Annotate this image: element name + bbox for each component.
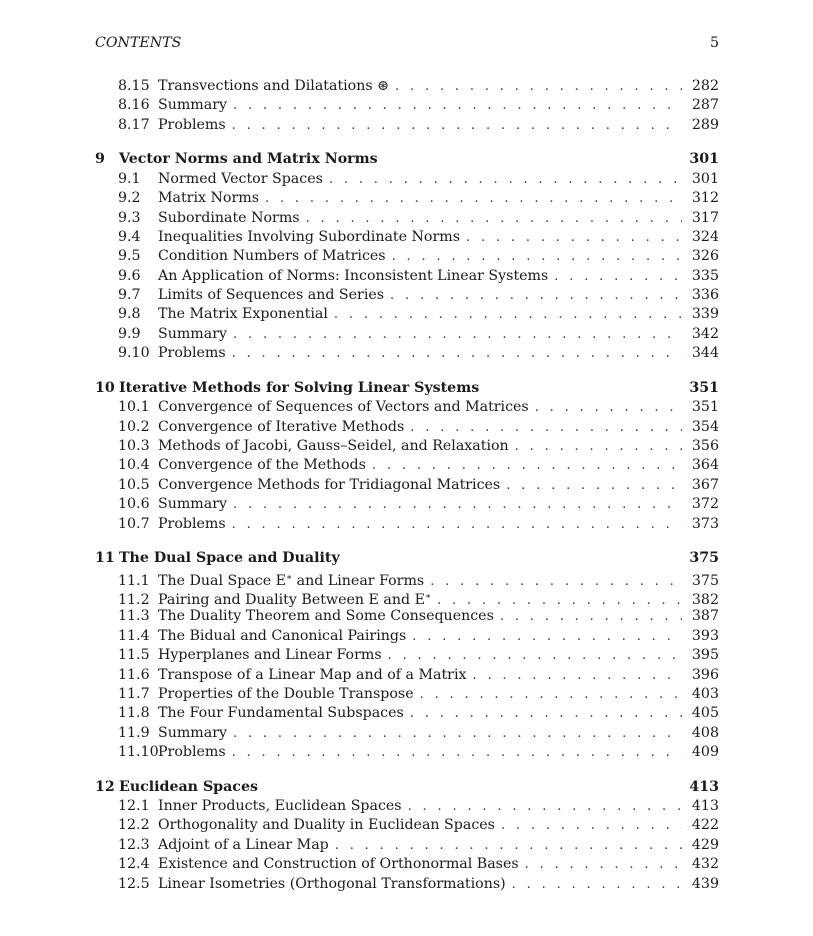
toc-section-entry[interactable]	[95, 418, 719, 437]
dot-leader	[501, 816, 682, 835]
running-header	[95, 35, 719, 55]
dot-leader	[554, 267, 682, 286]
section-number: 9.10	[118, 345, 150, 362]
section-page-number: 373	[691, 515, 719, 532]
toc-section-entry[interactable]	[95, 627, 719, 646]
chapter-page-number: 351	[689, 379, 719, 396]
toc-section-entry[interactable]	[95, 476, 719, 495]
toc-section-entry[interactable]	[95, 286, 719, 305]
section-page-number: 429	[691, 836, 719, 853]
section-title: Normed Vector Spaces	[158, 170, 323, 187]
toc-section-entry[interactable]	[95, 398, 719, 417]
dot-leader	[525, 855, 682, 874]
chapter-title: Iterative Methods for Solving Linear Systems	[119, 379, 480, 396]
section-title: Convergence of Iterative Methods	[158, 418, 405, 435]
dot-leader	[392, 247, 682, 266]
section-number: 10.4	[118, 457, 150, 474]
section-title: Inner Products, Euclidean Spaces	[158, 798, 402, 815]
chapter-title: Vector Norms and Matrix Norms	[119, 151, 378, 168]
section-page-number: 312	[691, 190, 719, 207]
section-page-number: 413	[691, 798, 719, 815]
section-title: Pairing and Duality Between E and E∗	[158, 591, 432, 608]
toc-chapter-entry[interactable]	[95, 778, 719, 797]
section-number: 11.2	[118, 591, 150, 608]
section-page-number: 408	[691, 724, 719, 741]
page-number: 5	[709, 35, 719, 51]
section-number: 11.1	[118, 572, 150, 589]
dot-leader	[412, 627, 682, 646]
section-title: The Dual Space E∗ and Linear Forms	[158, 572, 425, 589]
section-page-number: 317	[691, 209, 719, 226]
section-number: 11.6	[118, 666, 150, 683]
section-number: 11.10	[118, 744, 159, 761]
section-title: Summary	[158, 97, 228, 114]
section-title: Existence and Construction of Orthonormal Bases	[158, 856, 519, 873]
toc-section-entry[interactable]	[95, 743, 719, 762]
section-title: Problems	[158, 116, 226, 133]
toc-section-entry[interactable]	[95, 646, 719, 665]
section-number: 10.2	[118, 418, 150, 435]
toc-section-entry[interactable]	[95, 209, 719, 228]
toc-section-entry[interactable]	[95, 495, 719, 514]
section-number: 12.1	[118, 798, 150, 815]
section-page-number: 289	[691, 116, 719, 133]
section-page-number: 395	[691, 647, 719, 664]
section-page-number: 422	[691, 817, 719, 834]
dot-leader	[233, 724, 682, 743]
section-number: 10.3	[118, 438, 150, 455]
section-page-number: 393	[691, 627, 719, 644]
dot-leader	[233, 96, 682, 115]
section-number: 12.4	[118, 856, 150, 873]
section-number: 10.6	[118, 496, 150, 513]
toc-section-entry[interactable]	[95, 875, 719, 894]
chapter-number: 10	[95, 379, 115, 396]
section-title: Problems	[158, 744, 226, 761]
dot-leader	[265, 189, 682, 208]
section-page-number: 367	[691, 476, 719, 493]
section-number: 10.7	[118, 515, 150, 532]
section-page-number: 403	[691, 685, 719, 702]
dot-leader	[306, 209, 682, 228]
section-page-number: 344	[691, 345, 719, 362]
dot-leader	[410, 704, 682, 723]
dot-leader	[335, 836, 682, 855]
section-number: 9.7	[118, 287, 141, 304]
chapter-title: The Dual Space and Duality	[119, 550, 340, 567]
dot-leader	[430, 572, 682, 591]
section-title: Summary	[158, 325, 228, 342]
section-page-number: 282	[691, 78, 719, 94]
dot-leader	[395, 77, 682, 96]
section-number: 9.8	[118, 306, 141, 323]
section-number: 9.5	[118, 248, 141, 265]
section-page-number: 396	[691, 666, 719, 683]
section-page-number: 336	[691, 287, 719, 304]
section-page-number: 405	[691, 705, 719, 722]
toc-section-entry[interactable]	[95, 724, 719, 743]
running-header-title: CONTENTS	[95, 35, 182, 51]
section-title: The Matrix Exponential	[158, 306, 328, 323]
dot-leader	[232, 515, 682, 534]
section-title: Problems	[158, 515, 226, 532]
section-number: 12.2	[118, 817, 150, 834]
section-page-number: 432	[691, 856, 719, 873]
chapter-number: 11	[95, 550, 115, 567]
section-number: 11.3	[118, 608, 150, 625]
toc-section-entry[interactable]	[95, 836, 719, 855]
section-title: Hyperplanes and Linear Forms	[158, 647, 382, 664]
toc-section-entry[interactable]	[95, 515, 719, 534]
section-title: Transvections and Dilatations ⊛	[158, 78, 390, 94]
section-number: 9.6	[118, 267, 141, 284]
dot-leader	[390, 286, 682, 305]
toc-section-entry[interactable]	[95, 588, 719, 607]
toc-section-entry[interactable]	[95, 305, 719, 324]
toc-section-entry[interactable]	[95, 228, 719, 247]
chapter-number: 9	[95, 151, 105, 168]
toc-section-entry[interactable]	[95, 456, 719, 475]
dot-leader	[372, 456, 682, 475]
dot-leader	[329, 170, 682, 189]
toc-section-entry[interactable]	[95, 96, 719, 115]
table-of-contents	[95, 77, 719, 894]
dot-leader	[232, 743, 682, 762]
toc-section-entry[interactable]	[95, 704, 719, 723]
toc-section-entry[interactable]	[95, 77, 719, 96]
toc-section-entry[interactable]	[95, 816, 719, 835]
dot-leader	[388, 646, 682, 665]
section-title: Subordinate Norms	[158, 209, 300, 226]
section-number: 11.8	[118, 705, 150, 722]
section-number: 12.5	[118, 875, 150, 892]
toc-section-entry[interactable]	[95, 569, 719, 588]
toc-section-entry[interactable]	[95, 685, 719, 704]
dot-leader	[473, 666, 682, 685]
section-title: Matrix Norms	[158, 190, 259, 207]
section-title: Summary	[158, 724, 228, 741]
section-title: Condition Numbers of Matrices	[158, 248, 386, 265]
section-page-number: 342	[691, 325, 719, 342]
section-number: 11.5	[118, 647, 150, 664]
section-page-number: 301	[691, 170, 719, 187]
dot-leader	[466, 228, 682, 247]
section-title: Properties of the Double Transpose	[158, 685, 414, 702]
section-title: Problems	[158, 345, 226, 362]
section-number: 11.9	[118, 724, 150, 741]
section-number: 8.15	[118, 78, 150, 94]
chapter-number: 12	[95, 778, 115, 795]
chapter-title: Euclidean Spaces	[119, 778, 258, 795]
section-number: 12.3	[118, 836, 150, 853]
section-number: 9.9	[118, 325, 141, 342]
section-number: 8.17	[118, 116, 150, 133]
section-page-number: 364	[691, 457, 719, 474]
section-number: 10.1	[118, 399, 150, 416]
chapter-page-number: 413	[689, 778, 719, 795]
section-title: The Bidual and Canonical Pairings	[158, 627, 407, 644]
section-page-number: 387	[691, 608, 719, 625]
dot-leader	[515, 437, 682, 456]
toc-section-entry[interactable]	[95, 797, 719, 816]
section-number: 9.2	[118, 190, 141, 207]
dot-leader	[410, 418, 682, 437]
section-page-number: 354	[691, 418, 719, 435]
dot-leader	[233, 495, 682, 514]
section-title: Limits of Sequences and Series	[158, 287, 385, 304]
section-number: 10.5	[118, 476, 150, 493]
toc-section-entry[interactable]	[95, 344, 719, 363]
section-page-number: 351	[691, 399, 719, 416]
dot-leader	[232, 116, 682, 135]
toc-section-entry[interactable]	[95, 247, 719, 266]
section-number: 9.1	[118, 170, 141, 187]
section-number: 8.16	[118, 97, 150, 114]
section-title: Summary	[158, 496, 228, 513]
section-title: Orthogonality and Duality in Euclidean Spaces	[158, 817, 495, 834]
toc-section-entry[interactable]	[95, 437, 719, 456]
dot-leader	[535, 398, 682, 417]
toc-section-entry[interactable]	[95, 116, 719, 135]
section-page-number: 372	[691, 496, 719, 513]
section-page-number: 409	[691, 744, 719, 761]
dot-leader	[420, 685, 682, 704]
toc-section-entry[interactable]	[95, 855, 719, 874]
toc-chapter-entry[interactable]	[95, 150, 719, 169]
section-title: Convergence of the Methods	[158, 457, 366, 474]
section-title: Inequalities Involving Subordinate Norms	[158, 228, 460, 245]
section-page-number: 356	[691, 438, 719, 455]
chapter-page-number: 301	[689, 151, 719, 168]
section-page-number: 287	[691, 97, 719, 114]
section-title: Methods of Jacobi, Gauss–Seidel, and Relaxation	[158, 438, 509, 455]
section-page-number: 324	[691, 228, 719, 245]
dot-leader	[512, 875, 682, 894]
section-page-number: 339	[691, 306, 719, 323]
toc-section-entry[interactable]	[95, 267, 719, 286]
section-page-number: 326	[691, 248, 719, 265]
dot-leader	[408, 797, 682, 816]
section-number: 9.4	[118, 228, 141, 245]
section-page-number: 439	[691, 875, 719, 892]
section-page-number: 375	[691, 572, 719, 589]
dot-leader	[232, 344, 682, 363]
toc-section-entry[interactable]	[95, 666, 719, 685]
section-number: 9.3	[118, 209, 141, 226]
section-page-number: 382	[691, 591, 719, 608]
section-title: Convergence of Sequences of Vectors and Matrices	[158, 399, 529, 416]
toc-section-entry[interactable]	[95, 189, 719, 208]
toc-chapter-entry[interactable]	[95, 549, 719, 568]
dot-leader	[233, 325, 682, 344]
section-title: The Four Fundamental Subspaces	[158, 705, 404, 722]
dot-leader	[506, 476, 682, 495]
dot-leader	[334, 305, 682, 324]
section-title: The Duality Theorem and Some Consequences	[158, 608, 494, 625]
toc-section-entry[interactable]	[95, 325, 719, 344]
toc-section-entry[interactable]	[95, 607, 719, 626]
section-title: Adjoint of a Linear Map	[158, 836, 329, 853]
section-title: Transpose of a Linear Map and of a Matrix	[158, 666, 467, 683]
dot-leader	[500, 607, 682, 626]
section-page-number: 335	[691, 267, 719, 284]
section-title: An Application of Norms: Inconsistent Linear Systems	[158, 267, 549, 284]
section-title: Linear Isometries (Orthogonal Transformations)	[158, 875, 506, 892]
toc-section-entry[interactable]	[95, 170, 719, 189]
section-number: 11.4	[118, 627, 150, 644]
section-number: 11.7	[118, 685, 150, 702]
chapter-page-number: 375	[689, 550, 719, 567]
toc-chapter-entry[interactable]	[95, 379, 719, 398]
section-title: Convergence Methods for Tridiagonal Matrices	[158, 476, 501, 493]
